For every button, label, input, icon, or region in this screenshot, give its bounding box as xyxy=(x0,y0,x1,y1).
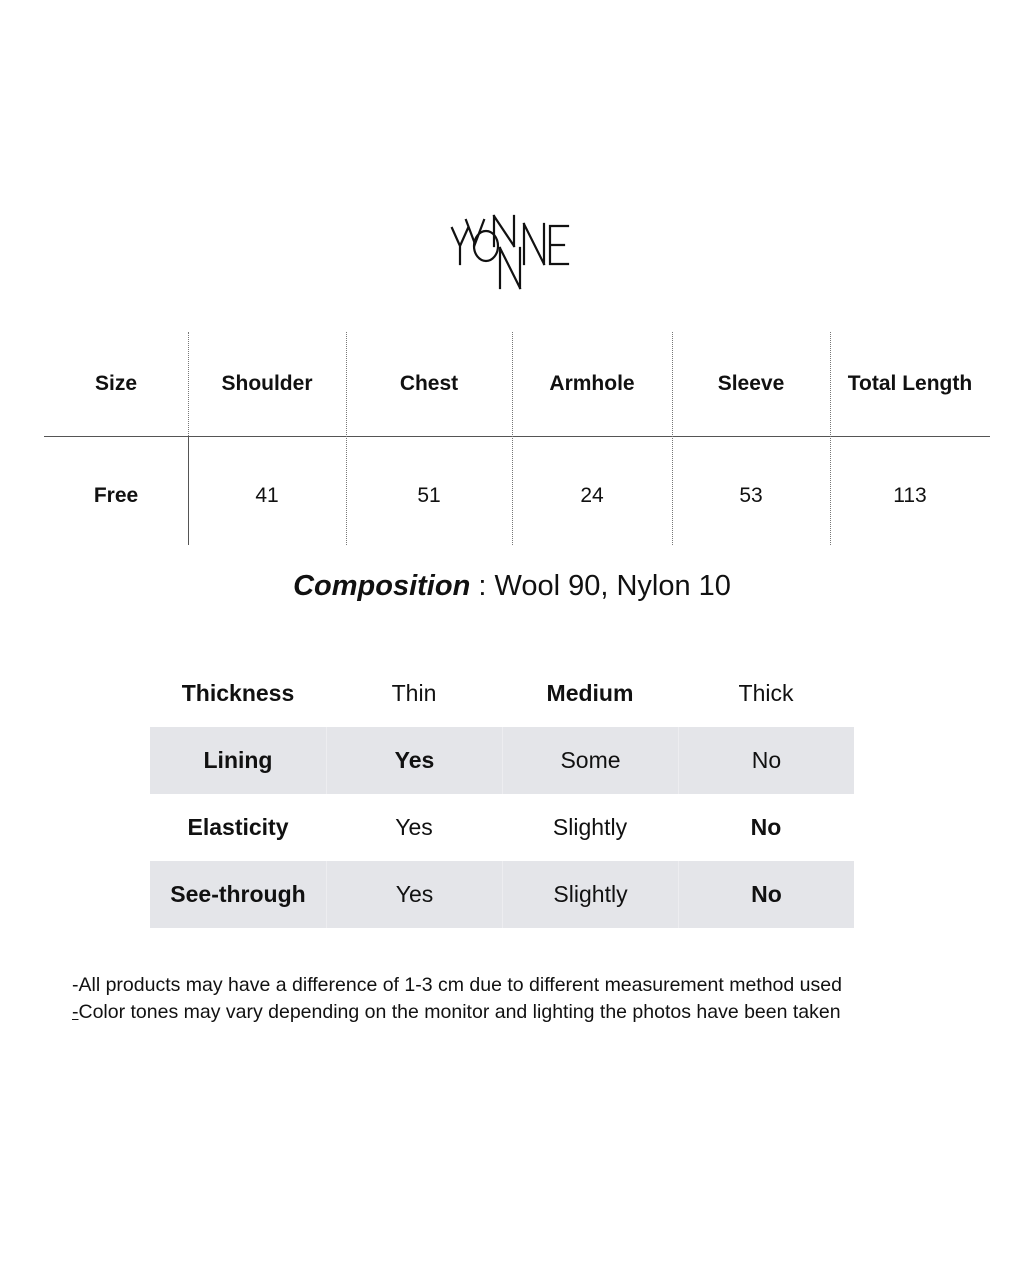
table-row xyxy=(44,436,990,545)
attribute-option-selected: Medium xyxy=(546,680,634,706)
attribute-label: Elasticity xyxy=(187,814,289,840)
composition-separator: : xyxy=(470,570,495,602)
attribute-option: Slightly xyxy=(502,861,678,928)
column-divider xyxy=(188,436,189,545)
cell-sleeve-value: 53 xyxy=(739,483,763,507)
attribute-label: Lining xyxy=(203,747,273,773)
attribute-option: Some xyxy=(502,727,678,794)
cell-size-value: Free xyxy=(93,483,139,507)
size-table-header xyxy=(44,332,990,437)
attributes-table xyxy=(150,660,854,928)
size-table xyxy=(44,332,990,545)
cell-armhole-value: 24 xyxy=(580,483,604,507)
attribute-option-selected: No xyxy=(678,861,854,928)
note-measurement: -All products may have a difference of 1-3 cm due to different measurement method used xyxy=(72,974,842,996)
column-divider xyxy=(188,332,189,436)
column-divider xyxy=(512,332,513,545)
column-divider xyxy=(830,332,831,545)
column-divider xyxy=(672,332,673,545)
cell-chest-value: 51 xyxy=(417,483,441,507)
header-armhole: Armhole xyxy=(549,372,635,395)
attribute-option: Yes xyxy=(395,814,433,840)
brand-logo xyxy=(0,210,1024,294)
attribute-row-see-through xyxy=(150,861,854,928)
attribute-label: See-through xyxy=(170,881,306,907)
attribute-row-thickness xyxy=(150,660,854,727)
attribute-option: Slightly xyxy=(552,814,628,840)
attribute-option-selected: No xyxy=(750,814,782,840)
composition-label: Composition xyxy=(293,570,471,602)
notes xyxy=(72,972,842,1026)
attribute-option: Thin xyxy=(391,680,437,706)
header-shoulder: Shoulder xyxy=(221,372,313,395)
note-color-dash: - xyxy=(72,1001,79,1023)
attribute-row-elasticity xyxy=(150,794,854,861)
column-divider xyxy=(346,332,347,545)
attribute-option: Yes xyxy=(326,861,502,928)
header-sleeve: Sleeve xyxy=(717,372,785,395)
cell-shoulder-value: 41 xyxy=(255,483,279,507)
composition-value: Wool 90, Nylon 10 xyxy=(494,570,731,602)
note-color xyxy=(72,999,842,1026)
note-color-text: Color tones may vary depending on the monitor and lighting the photos have been taken xyxy=(78,1001,841,1023)
header-size: Size xyxy=(94,372,138,395)
attribute-row-lining xyxy=(150,727,854,794)
attribute-option-selected: Yes xyxy=(326,727,502,794)
attribute-option: No xyxy=(678,727,854,794)
composition-line xyxy=(0,570,1024,603)
yvonne-logo-icon xyxy=(450,210,574,294)
attribute-option: Thick xyxy=(738,680,794,706)
header-total-length: Total Length xyxy=(847,372,973,395)
attribute-label: Thickness xyxy=(181,680,295,706)
cell-total-length-value: 113 xyxy=(893,483,927,507)
header-chest: Chest xyxy=(399,372,459,395)
